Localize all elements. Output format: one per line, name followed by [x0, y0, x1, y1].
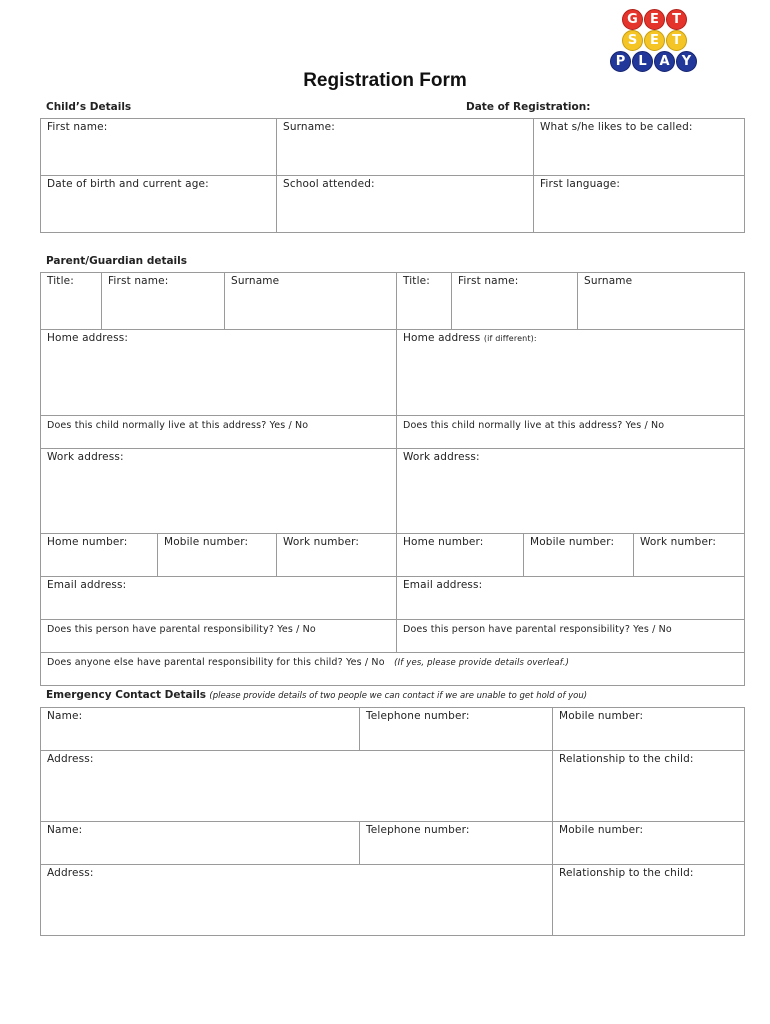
parent1-home-address-field[interactable] [40, 329, 397, 416]
emergency-note: (please provide details of two people we can contact if we are unable to get hold of you) [209, 691, 588, 701]
contact2-name-field[interactable] [40, 821, 360, 865]
anyone-else-responsibility-field[interactable] [40, 652, 745, 686]
parent1-work-address-field[interactable] [40, 448, 397, 534]
logo-letter-circle: T [666, 9, 687, 30]
logo-letter-circle: S [622, 30, 643, 51]
parent1-surname-field[interactable] [224, 272, 397, 330]
contact2-address-field[interactable] [40, 864, 553, 936]
parent1-title-label: Title: [47, 275, 74, 287]
parent2-responsibility-question: Does this person have parental responsibility? Yes / No [403, 624, 672, 635]
date-of-registration-label: Date of Registration: [466, 101, 591, 113]
parent2-work-address-label: Work address: [403, 451, 480, 463]
parent2-title-label: Title: [403, 275, 430, 287]
contact2-name-label: Name: [47, 824, 83, 836]
logo-letter-circle: E [644, 9, 665, 30]
parent2-email-label: Email address: [403, 579, 483, 591]
contact2-address-label: Address: [47, 867, 94, 879]
parent1-mobile-number-label: Mobile number: [164, 536, 249, 548]
parent2-home-address-field[interactable] [396, 329, 745, 416]
parent2-work-address-field[interactable] [396, 448, 745, 534]
child-called-label: What s/he likes to be called: [540, 121, 693, 133]
contact1-address-field[interactable] [40, 750, 553, 822]
child-surname-label: Surname: [283, 121, 335, 133]
parent2-email-field[interactable] [396, 576, 745, 620]
parent2-surname-label: Surname [584, 275, 633, 287]
parent2-surname-field[interactable] [577, 272, 745, 330]
logo-letter-circle: G [622, 9, 643, 30]
contact2-mobile-label: Mobile number: [559, 824, 644, 836]
parent2-first-name-field[interactable] [451, 272, 578, 330]
logo-letter-circle: T [666, 30, 687, 51]
parent1-live-question-field[interactable] [40, 415, 397, 449]
child-school-label: School attended: [283, 178, 375, 190]
contact1-name-label: Name: [47, 710, 83, 722]
contact1-relationship-label: Relationship to the child: [559, 753, 694, 765]
parent1-work-address-label: Work address: [47, 451, 124, 463]
parent1-home-address-label: Home address: [47, 332, 129, 344]
child-language-label: First language: [540, 178, 621, 190]
parent1-home-number-field[interactable] [40, 533, 158, 577]
parent1-mobile-number-field[interactable] [157, 533, 277, 577]
contact2-relationship-field[interactable] [552, 864, 745, 936]
parent2-title-field[interactable] [396, 272, 452, 330]
parent2-home-address-label: Home address (if different): [403, 332, 537, 344]
parent1-home-number-label: Home number: [47, 536, 128, 548]
if-different-note: (if different): [483, 334, 537, 343]
parent1-live-question: Does this child normally live at this address? Yes / No [47, 420, 309, 431]
contact1-name-field[interactable] [40, 707, 360, 751]
contact1-relationship-field[interactable] [552, 750, 745, 822]
parent1-responsibility-question: Does this person have parental responsibility? Yes / No [47, 624, 316, 635]
parent2-live-question: Does this child normally live at this address? Yes / No [403, 420, 665, 431]
parent2-responsibility-field[interactable] [396, 619, 745, 653]
parent2-home-number-field[interactable] [396, 533, 524, 577]
emergency-heading-line [46, 689, 587, 701]
parent2-home-number-label: Home number: [403, 536, 484, 548]
parent1-surname-label: Surname [231, 275, 280, 287]
parent2-first-name-label: First name: [458, 275, 519, 287]
logo-letter-circle: L [632, 51, 653, 72]
contact1-address-label: Address: [47, 753, 94, 765]
child-surname-field[interactable] [276, 118, 534, 176]
child-first-name-field[interactable] [40, 118, 277, 176]
parent2-live-question-field[interactable] [396, 415, 745, 449]
child-school-field[interactable] [276, 175, 534, 233]
contact1-telephone-field[interactable] [359, 707, 553, 751]
logo [610, 9, 700, 73]
logo-letter-circle: A [654, 51, 675, 72]
parent1-first-name-field[interactable] [101, 272, 225, 330]
child-first-name-label: First name: [47, 121, 108, 133]
child-called-field[interactable] [533, 118, 745, 176]
parent1-responsibility-field[interactable] [40, 619, 397, 653]
parent1-email-field[interactable] [40, 576, 397, 620]
parent1-work-number-field[interactable] [276, 533, 397, 577]
child-dob-field[interactable] [40, 175, 277, 233]
parent1-first-name-label: First name: [108, 275, 169, 287]
parent2-work-number-field[interactable] [633, 533, 745, 577]
contact1-telephone-label: Telephone number: [366, 710, 470, 722]
parent2-mobile-number-field[interactable] [523, 533, 634, 577]
logo-letter-circle: E [644, 30, 665, 51]
contact2-relationship-label: Relationship to the child: [559, 867, 694, 879]
parent2-mobile-number-label: Mobile number: [530, 536, 615, 548]
parent-details-heading: Parent/Guardian details [46, 255, 188, 267]
logo-letter-circle: P [610, 51, 631, 72]
child-details-heading: Child’s Details [46, 101, 132, 113]
parent2-work-number-label: Work number: [640, 536, 717, 548]
logo-letter-circle: Y [676, 51, 697, 72]
emergency-heading: Emergency Contact Details [46, 689, 207, 701]
contact2-telephone-label: Telephone number: [366, 824, 470, 836]
contact2-telephone-field[interactable] [359, 821, 553, 865]
contact1-mobile-field[interactable] [552, 707, 745, 751]
parent1-title-field[interactable] [40, 272, 102, 330]
child-dob-label: Date of birth and current age: [47, 178, 209, 190]
child-language-field[interactable] [533, 175, 745, 233]
contact1-mobile-label: Mobile number: [559, 710, 644, 722]
contact2-mobile-field[interactable] [552, 821, 745, 865]
page-title: Registration Form [303, 70, 467, 91]
anyone-else-note: (If yes, please provide details overleaf.) [394, 658, 570, 668]
anyone-else-question: Does anyone else have parental responsibility for this child? Yes / No (If yes, please provide details overleaf.) [47, 657, 570, 668]
parent1-email-label: Email address: [47, 579, 127, 591]
parent1-work-number-label: Work number: [283, 536, 360, 548]
